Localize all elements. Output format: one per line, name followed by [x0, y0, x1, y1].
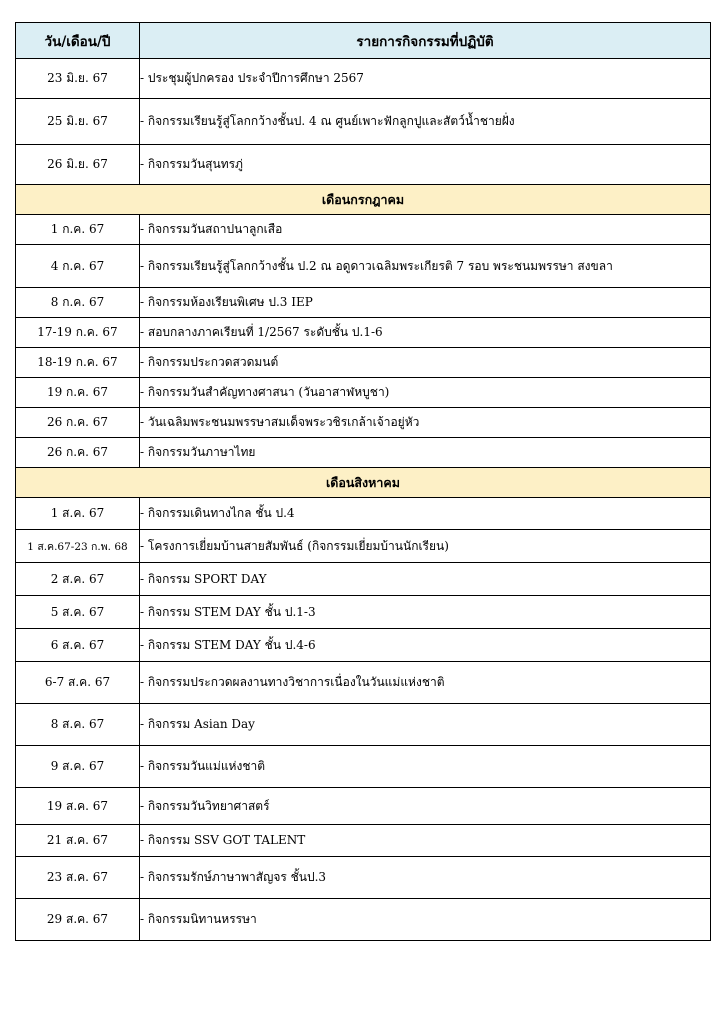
date-cell: 4 ก.ค. 67	[16, 245, 140, 288]
date-column-header: วัน/เดือน/ปี	[16, 23, 140, 59]
table-row	[16, 99, 711, 145]
table-row	[16, 704, 711, 746]
table-row	[16, 215, 711, 245]
activity-cell: - กิจกรรมเดินทางไกล ชั้น ป.4	[140, 498, 711, 530]
date-cell: 26 ก.ค. 67	[16, 438, 140, 468]
table-header-row	[16, 23, 711, 59]
schedule-body	[16, 59, 711, 941]
activity-cell: - กิจกรรมวันวิทยาศาสตร์	[140, 788, 711, 825]
activity-cell: - โครงการเยี่ยมบ้านสายสัมพันธ์ (กิจกรรมเยี่ยมบ้านนักเรียน)	[140, 530, 711, 563]
activity-schedule-table	[15, 22, 711, 941]
table-row	[16, 408, 711, 438]
date-cell: 8 ก.ค. 67	[16, 288, 140, 318]
date-cell: 9 ส.ค. 67	[16, 746, 140, 788]
activity-cell: - กิจกรรมประกวดผลงานทางวิชาการเนื่องในวันแม่แห่งชาติ	[140, 662, 711, 704]
activity-cell: - กิจกรรมวันสถาปนาลูกเสือ	[140, 215, 711, 245]
table-row	[16, 857, 711, 899]
activity-cell: - กิจกรรมเรียนรู้สู่โลกกว้างชั้น ป.2 ณ อดูดาวเฉลิมพระเกียรติ 7 รอบ พระชนมพรรษา สงขลา	[140, 245, 711, 288]
activity-cell: - กิจกรรมวันภาษาไทย	[140, 438, 711, 468]
date-cell: 2 ส.ค. 67	[16, 563, 140, 596]
date-cell: 23 มิ.ย. 67	[16, 59, 140, 99]
date-cell: 21 ส.ค. 67	[16, 825, 140, 857]
activity-cell: - กิจกรรมเรียนรู้สู่โลกกว้างชั้นป. 4 ณ ศูนย์เพาะฟักลูกปูและสัตว์น้ำชายฝั่ง	[140, 99, 711, 145]
activity-cell: - กิจกรรมนิทานหรรษา	[140, 899, 711, 941]
date-cell: 19 ก.ค. 67	[16, 378, 140, 408]
date-cell: 29 ส.ค. 67	[16, 899, 140, 941]
activity-cell: - ประชุมผู้ปกครอง ประจำปีการศึกษา 2567	[140, 59, 711, 99]
activity-cell: - กิจกรรมวันแม่แห่งชาติ	[140, 746, 711, 788]
date-cell: 5 ส.ค. 67	[16, 596, 140, 629]
activity-cell: - กิจกรรม Asian Day	[140, 704, 711, 746]
table-row	[16, 145, 711, 185]
table-row	[16, 662, 711, 704]
activity-cell: - สอบกลางภาคเรียนที่ 1/2567 ระดับชั้น ป.1-6	[140, 318, 711, 348]
activity-cell: - กิจกรรมประกวดสวดมนต์	[140, 348, 711, 378]
date-cell: 18-19 ก.ค. 67	[16, 348, 140, 378]
table-row	[16, 378, 711, 408]
table-row	[16, 899, 711, 941]
date-cell: 23 ส.ค. 67	[16, 857, 140, 899]
activity-cell: - กิจกรรม STEM DAY ชั้น ป.4-6	[140, 629, 711, 662]
activity-cell: - กิจกรรมวันสำคัญทางศาสนา (วันอาสาฬหบูชา)	[140, 378, 711, 408]
table-row	[16, 825, 711, 857]
month-label: เดือนสิงหาคม	[16, 468, 711, 498]
activity-column-header: รายการกิจกรรมที่ปฏิบัติ	[140, 23, 711, 59]
table-row	[16, 438, 711, 468]
date-cell: 19 ส.ค. 67	[16, 788, 140, 825]
table-row	[16, 245, 711, 288]
date-cell: 25 มิ.ย. 67	[16, 99, 140, 145]
date-cell: 17-19 ก.ค. 67	[16, 318, 140, 348]
activity-cell: - วันเฉลิมพระชนมพรรษาสมเด็จพระวชิรเกล้าเจ้าอยู่หัว	[140, 408, 711, 438]
date-cell: 1 ส.ค. 67	[16, 498, 140, 530]
table-row	[16, 59, 711, 99]
activity-cell: - กิจกรรมห้องเรียนพิเศษ ป.3 IEP	[140, 288, 711, 318]
table-row	[16, 288, 711, 318]
table-row	[16, 629, 711, 662]
activity-cell: - กิจกรรม SPORT DAY	[140, 563, 711, 596]
activity-cell: - กิจกรรมรักษ์ภาษาพาสัญจร ชั้นป.3	[140, 857, 711, 899]
date-cell: 6-7 ส.ค. 67	[16, 662, 140, 704]
date-cell: 26 มิ.ย. 67	[16, 145, 140, 185]
activity-cell: - กิจกรรมวันสุนทรภู่	[140, 145, 711, 185]
table-row	[16, 318, 711, 348]
table-row	[16, 746, 711, 788]
activity-cell: - กิจกรรม SSV GOT TALENT	[140, 825, 711, 857]
date-cell: 8 ส.ค. 67	[16, 704, 140, 746]
month-label: เดือนกรกฎาคม	[16, 185, 711, 215]
table-row	[16, 348, 711, 378]
date-cell: 6 ส.ค. 67	[16, 629, 140, 662]
month-header-row	[16, 185, 711, 215]
table-row	[16, 596, 711, 629]
table-row	[16, 788, 711, 825]
date-cell: 1 ส.ค.67-23 ก.พ. 68	[16, 530, 140, 563]
activity-cell: - กิจกรรม STEM DAY ชั้น ป.1-3	[140, 596, 711, 629]
month-header-row	[16, 468, 711, 498]
table-row	[16, 563, 711, 596]
table-row	[16, 498, 711, 530]
date-cell: 1 ก.ค. 67	[16, 215, 140, 245]
date-cell: 26 ก.ค. 67	[16, 408, 140, 438]
table-row	[16, 530, 711, 563]
